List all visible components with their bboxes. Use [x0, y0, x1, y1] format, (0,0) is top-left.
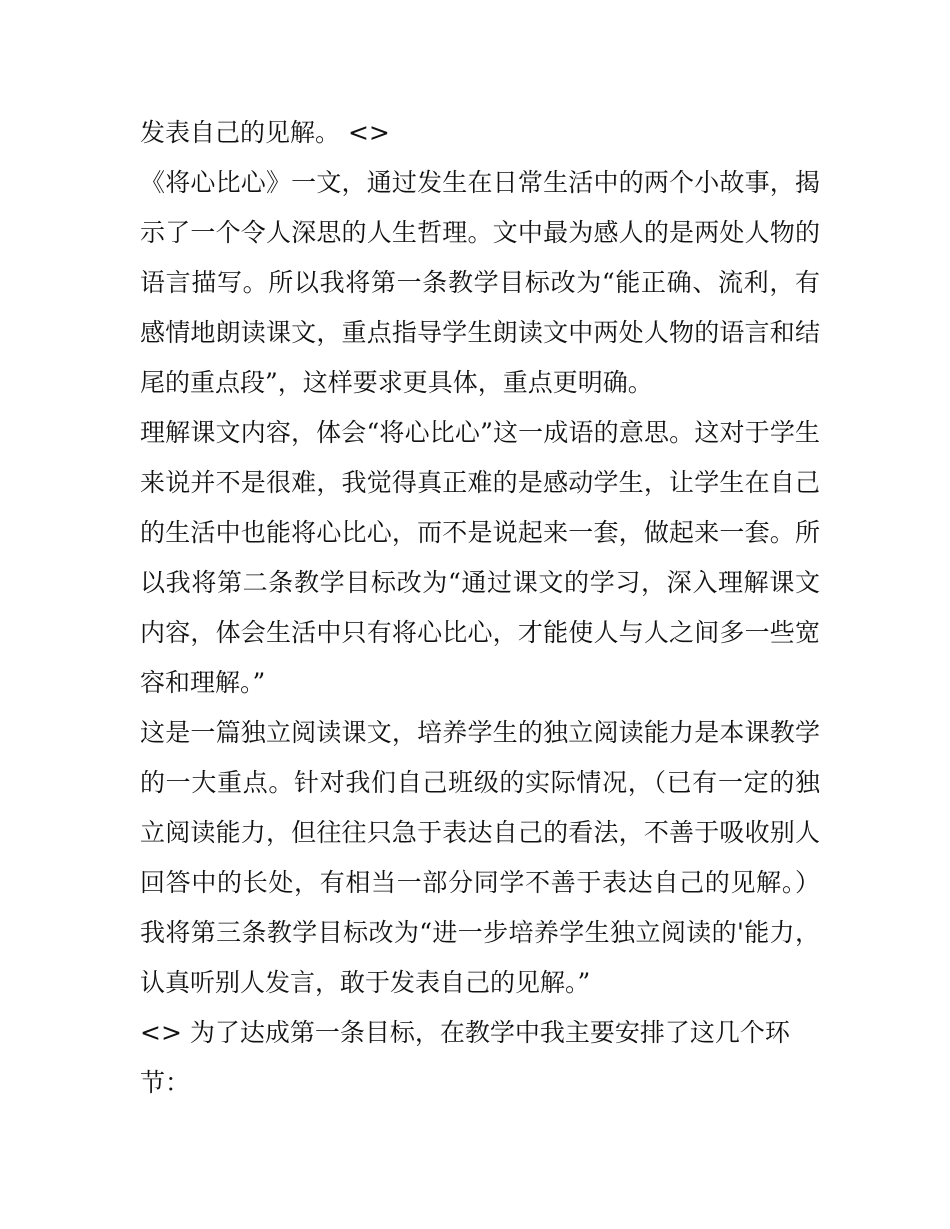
text-line: 示了一个令人深思的人生哲理。文中最为感人的是两处人物的 — [140, 218, 820, 247]
text-line: 这是一篇独立阅读课文，培养学生的独立阅读能力是本课教学 — [140, 718, 820, 747]
text-line: 感情地朗读课文，重点指导学生朗读文中两处人物的语言和结 — [140, 318, 820, 347]
text-line: <> 为了达成第一条目标，在教学中我主要安排了这几个环 — [140, 1018, 790, 1047]
text-line: 内容，体会生活中只有将心比心，才能使人与人之间多一些宽 — [140, 618, 820, 647]
text-line: 语言描写。所以我将第一条教学目标改为“能正确、流利，有 — [140, 268, 820, 297]
text-line: 《将心比心》一文，通过发生在日常生活中的两个小故事，揭 — [140, 168, 820, 197]
body-text — [140, 108, 820, 1108]
text-line: 来说并不是很难，我觉得真正难的是感动学生，让学生在自己 — [140, 468, 820, 497]
text-line: 的一大重点。针对我们自己班级的实际情况，（已有一定的独 — [140, 768, 820, 797]
text-line: 我将第三条教学目标改为“进一步培养学生独立阅读的'能力， — [140, 918, 820, 947]
text-line: 容和理解。” — [140, 668, 266, 697]
text-line: 节： — [140, 1068, 191, 1097]
text-line: 尾的重点段”，这样要求更具体，重点更明确。 — [140, 368, 653, 397]
text-line: 回答中的长处，有相当一部分同学不善于表达自己的见解。） — [140, 868, 820, 897]
text-line: 立阅读能力，但往往只急于表达自己的看法，不善于吸收别人 — [140, 818, 820, 847]
text-line: 理解课文内容，体会“将心比心”这一成语的意思。这对于学生 — [140, 418, 820, 447]
text-line: 发表自己的见解。 <> — [140, 118, 390, 147]
text-line: 的生活中也能将心比心，而不是说起来一套，做起来一套。所 — [140, 518, 820, 547]
text-line: 以我将第二条教学目标改为“通过课文的学习，深入理解课文 — [140, 568, 820, 597]
text-line: 认真听别人发言，敢于发表自己的见解。” — [140, 968, 591, 997]
